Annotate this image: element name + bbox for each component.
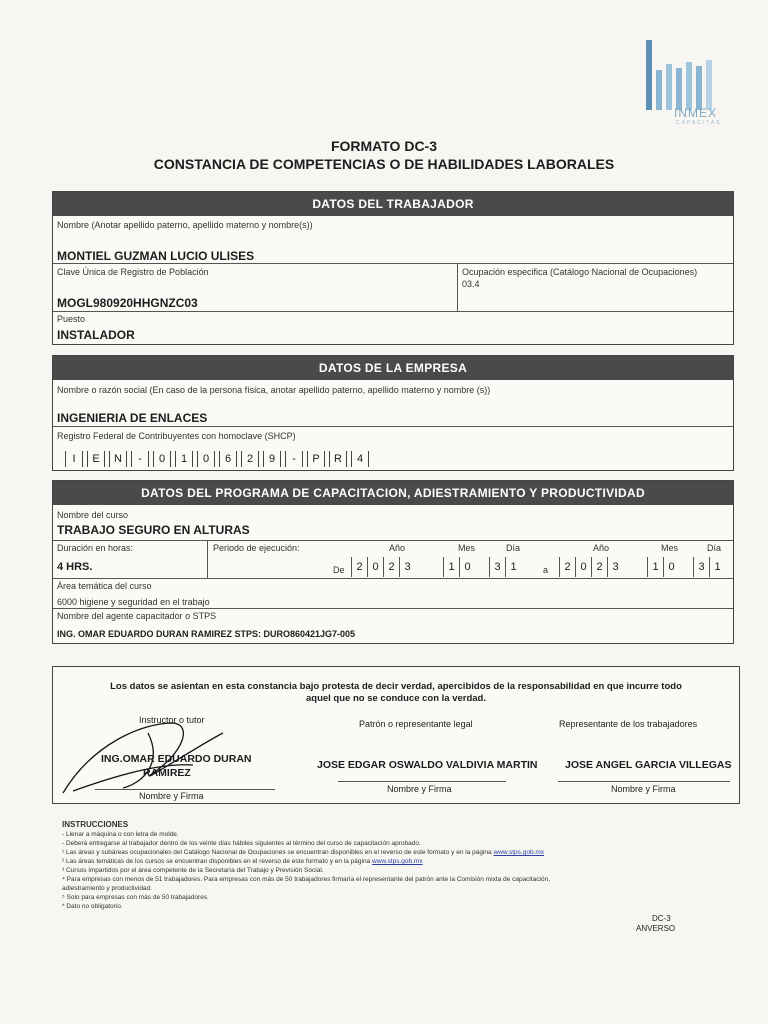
start-month-label: Mes — [458, 543, 476, 553]
form-title: CONSTANCIA DE COMPETENCIAS O DE HABILIDADES LABORALES — [153, 156, 615, 172]
area-value: 6000 higiene y seguridad en el trabajo — [57, 597, 210, 607]
rfc-char: E — [87, 451, 105, 467]
occupation-value: 03.4 — [462, 279, 480, 289]
instruction-line: ⁵ Solo para empresas con más de 50 trabajadores. — [62, 894, 209, 901]
rfc-char: 0 — [197, 451, 215, 467]
end-month-cells — [647, 557, 679, 577]
instructor-name-and-signature: Nombre y Firma — [139, 791, 204, 801]
instructor-label: Instructor o tutor — [139, 715, 205, 725]
instruction-line: - Deberá entregarse al trabajador dentro de los veinte días hábiles siguientes al término del curso de capacitación aprobado. — [62, 840, 421, 847]
company-name-label: Nombre o razón social (En caso de la persona física, anotar apellido paterno, apellido materno y nombre (s)) — [57, 385, 491, 395]
end-day-digit: 3 — [693, 557, 709, 577]
rfc-boxes — [65, 451, 373, 467]
program-section — [52, 480, 734, 644]
course-label: Nombre del curso — [57, 510, 129, 520]
declaration-line-2: aquel que no se conduce con la verdad. — [305, 693, 487, 704]
rfc-char: - — [285, 451, 303, 467]
instructions — [62, 820, 550, 911]
instructor-name-line-2: RAMIREZ — [143, 767, 191, 779]
logo-subtext: CAPACITAS — [676, 120, 722, 126]
end-year-digit: 0 — [575, 557, 591, 577]
agent-value: ING. OMAR EDUARDO DURAN RAMIREZ STPS: DURO860421JG7-005 — [57, 629, 356, 639]
rfc-char: N — [109, 451, 127, 467]
rfc-char: R — [329, 451, 347, 467]
rfc-char: P — [307, 451, 325, 467]
start-year-digit: 2 — [383, 557, 399, 577]
instruction-line: adiestramiento y productividad. — [62, 885, 152, 892]
area-label: Área temática del curso — [57, 581, 152, 591]
rfc-char: I — [65, 451, 83, 467]
start-month-cells — [443, 557, 475, 577]
instruction-line: ¹ Las áreas y subáreas ocupacionales del Catálogo Nacional de Ocupaciones se encuentran disponibles en el reverso de este formato y en la página — [62, 849, 492, 856]
company-section-header: DATOS DE LA EMPRESA — [53, 356, 733, 380]
end-month-label: Mes — [661, 543, 679, 553]
end-year-label: Año — [593, 543, 610, 553]
stps-link[interactable]: www.stps.gob.mx — [493, 849, 545, 856]
workers-rep-label: Representante de los trabajadores — [559, 719, 698, 729]
form-code-title: FORMATO DC-3 — [330, 138, 438, 154]
end-month-digit: 1 — [647, 557, 663, 577]
footer-side: ANVERSO — [636, 924, 676, 933]
start-day-cells — [489, 557, 521, 577]
instructions-title: INSTRUCCIONES — [62, 820, 129, 829]
curp-label: Clave Única de Registro de Población — [57, 267, 209, 277]
workers-rep-signature-line — [558, 781, 730, 782]
rfc-char: 9 — [263, 451, 281, 467]
instructor-name-line-1: ING.OMAR EDUARDO DURAN — [101, 753, 252, 765]
signatures-section — [52, 666, 740, 804]
start-month-digit: 0 — [459, 557, 475, 577]
instruction-line: * Dato no obligatorio. — [62, 903, 123, 910]
start-year-cells — [351, 557, 415, 577]
worker-name-label: Nombre (Anotar apellido paterno, apellido materno y nombre(s)) — [57, 220, 313, 230]
rfc-label: Registro Federal de Contribuyentes con homoclave (SHCP) — [57, 431, 296, 441]
end-year-digit: 2 — [591, 557, 607, 577]
course-value: TRABAJO SEGURO EN ALTURAS — [57, 523, 250, 537]
inmex-logo — [640, 48, 730, 128]
declaration-line-1: Los datos se asientan en esta constancia bajo protesta de decir verdad, apercibidos de la responsabilidad en que incurre todo — [110, 681, 682, 692]
position-value: INSTALADOR — [57, 328, 135, 342]
rfc-char: 0 — [153, 451, 171, 467]
rfc-char: 6 — [219, 451, 237, 467]
end-day-label: Día — [707, 543, 722, 553]
start-year-digit: 2 — [351, 557, 367, 577]
end-day-digit: 1 — [709, 557, 725, 577]
worker-section — [52, 191, 734, 345]
rfc-char: 2 — [241, 451, 259, 467]
logo-text: INMEX — [674, 106, 718, 120]
company-section — [52, 355, 734, 471]
instruction-line: ⁴ Para empresas con menos de 51 trabajadores. Para empresas con más de 50 trabajadores firmaría el representante del patrón ante la Comisión mixta de capacitación, — [62, 876, 551, 883]
period-label: Periodo de ejecución: — [213, 543, 300, 553]
employer-label: Patrón o representante legal — [359, 719, 473, 729]
end-year-digit: 3 — [607, 557, 623, 577]
company-name-value: INGENIERIA DE ENLACES — [57, 411, 208, 425]
start-year-digit: 3 — [399, 557, 415, 577]
start-month-digit: 1 — [443, 557, 459, 577]
stps-link[interactable]: www.stps.gob.mx — [372, 858, 423, 865]
program-section-header: DATOS DEL PROGRAMA DE CAPACITACION, ADIESTRAMIENTO Y PRODUCTIVIDAD — [53, 481, 733, 505]
curp-value: MOGL980920HHGNZC03 — [57, 296, 198, 310]
start-day-digit: 1 — [505, 557, 521, 577]
rfc-char: 1 — [175, 451, 193, 467]
start-day-digit: 3 — [489, 557, 505, 577]
position-label: Puesto — [57, 314, 86, 324]
employer-name-and-signature: Nombre y Firma — [387, 784, 452, 794]
agent-label: Nombre del agente capacitador o STPS — [57, 611, 217, 621]
end-day-cells — [693, 557, 725, 577]
start-day-label: Día — [506, 543, 521, 553]
workers-rep-name: JOSE ANGEL GARCIA VILLEGAS — [565, 759, 732, 771]
end-month-digit: 0 — [663, 557, 679, 577]
start-year-digit: 0 — [367, 557, 383, 577]
end-year-digit: 2 — [559, 557, 575, 577]
footer-code: DC-3 — [652, 914, 671, 923]
start-year-label: Año — [389, 543, 406, 553]
instruction-line: ³ Cursos impartidos por el área competente de la Secretaría del Trabajo y Previsión Social. — [62, 867, 324, 874]
rfc-char: - — [131, 451, 149, 467]
period-to-label: a — [543, 565, 549, 575]
instructor-signature-line — [95, 789, 275, 790]
end-year-cells — [559, 557, 623, 577]
period-from-label: De — [333, 565, 345, 575]
duration-label: Duración en horas: — [57, 543, 134, 553]
occupation-label: Ocupación especifica (Catálogo Nacional de Ocupaciones) — [462, 267, 698, 277]
workers-rep-name-and-signature: Nombre y Firma — [611, 784, 676, 794]
duration-value: 4 HRS. — [57, 561, 93, 573]
employer-name: JOSE EDGAR OSWALDO VALDIVIA MARTIN — [317, 759, 538, 771]
worker-section-header: DATOS DEL TRABAJADOR — [53, 192, 733, 216]
employer-signature-line — [338, 781, 506, 782]
instruction-line: - Llenar a máquina o con letra de molde. — [62, 831, 179, 838]
instruction-line: ² Las áreas temáticas de los cursos se encuentran disponibles en el reverso de este formato y en la página — [62, 858, 371, 865]
worker-name-value: MONTIEL GUZMAN LUCIO ULISES — [57, 249, 255, 263]
rfc-char: 4 — [351, 451, 369, 467]
